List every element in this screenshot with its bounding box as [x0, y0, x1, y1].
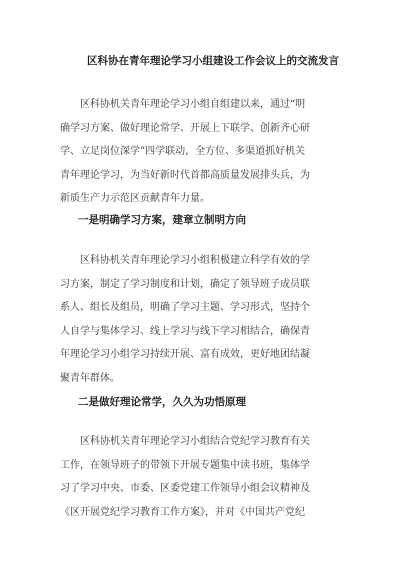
paragraph-line: 聚青年群体。 — [60, 372, 120, 384]
paragraph-line: 区科协机关青年理论学习小组积极建立科学有效的学 — [80, 255, 310, 266]
paragraph-line: 新质生产力示范区贡献青年力量。 — [60, 193, 210, 204]
paragraph-line: 习了学习中央、市委、区委党建工作领导小组会议精神及 — [60, 483, 310, 494]
section-heading: 一是明确学习方案，建章立制明方向 — [78, 214, 246, 226]
section-paragraph — [60, 430, 360, 524]
paragraph-line: 系人、组长及组员，明确了学习主题、学习形式，坚持个 — [60, 302, 310, 313]
section-paragraph — [60, 249, 360, 390]
section-heading: 二是做好理论常学，久久为功悟原理 — [78, 396, 246, 408]
paragraph-line: 《区开展党纪学习教育工作方案》，并对《中国共产党纪 — [60, 506, 305, 518]
paragraph-line: 区科协机关青年理论学习小组结合党纪学习教育有关 — [80, 436, 310, 447]
paragraph-line: 青年理论学习，为当好新时代首都高质量发展排头兵，为 — [60, 169, 310, 181]
intro-paragraph — [60, 93, 360, 211]
paragraph-line: 确学习方案、做好理论常学、开展上下联学、创新齐心研 — [60, 122, 310, 134]
paragraph-line: 人自学与集体学习、线上学习与线下学习相结合，确保青 — [60, 325, 310, 337]
document-title: 区科协在青年理论学习小组建设工作会议上的交流发言 — [87, 55, 339, 67]
paragraph-line: 区科协机关青年理论学习小组自组建以来，通过“明 — [80, 99, 306, 110]
paragraph-line: 习方案，制定了学习制度和计划，确定了领导班子成员联 — [60, 278, 310, 290]
paragraph-line: 学、立足岗位深学”四学联动，全方位、多渠道抓好机关 — [60, 146, 306, 157]
paragraph-line: 工作，在领导班子的带领下开展专题集中读书班，集体学 — [60, 459, 310, 471]
paragraph-line: 年理论学习小组学习持续开展、富有成效，更好地团结凝 — [60, 349, 310, 360]
